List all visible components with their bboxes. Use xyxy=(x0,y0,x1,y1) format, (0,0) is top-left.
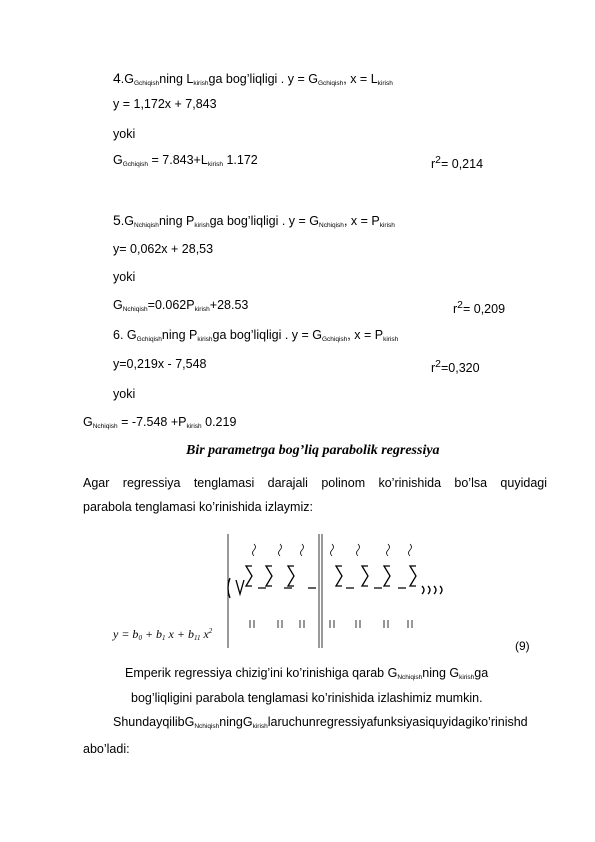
section-5-equation: y= 0,062x + 28,53 xyxy=(113,242,214,256)
paragraph-2-line-2: bog’liqligini parabola tenglamasi ko’rinishida izlashimiz mumkin. xyxy=(131,691,483,705)
paragraph-1-line-2: parabola tenglamasi ko’rinishida izlaymiz: xyxy=(83,500,313,514)
section-6-g-formula: $G_{Nchiqish} = -7.548 +P_{kirish}$ 0.219 xyxy=(83,415,237,430)
section-4-title: $4.G_{Gchiqish}ning$ $L_{kirish}ga$ bog’liqligi . $y = G_{Gchiqish}$, $x = L_{kirish}$ xyxy=(113,70,393,87)
section-4-equation: y = 1,172x + 7,843 xyxy=(113,97,217,111)
section-4-r-squared: $r^2= 0,214$ xyxy=(431,155,484,172)
paragraph-3-line-1: ShundayqilibG$_{Nchiqish}$ningG$_{kirish}$laruchunregressiyafunksiyasiquyidagiko’rinishd xyxy=(113,715,528,730)
section-6-equation: y=0,219x - 7,548 xyxy=(113,357,207,371)
section-5-yoki: yoki xyxy=(113,270,136,284)
section-5-g-formula: $G_{Nchiqish}=0.062P_{kirish}+28.53$ xyxy=(113,298,249,313)
paragraph-1-line-1: Agar regressiya tenglamasi darajali polinom ko’rinishida bo’lsa quyidagi xyxy=(83,476,547,490)
section-4-yoki: yoki xyxy=(113,127,136,141)
section-5-title: $5.G_{Nchiqish}ning$ $P_{kirish}ga$ bog’liqligi . $y = G_{Nchiqish}$, $x = P_{kirish}$ xyxy=(113,212,395,229)
section-6-title: 6. $G_{Gchiqish}ning$ $P_{kirish}ga$ bog’liqligi . $y = G_{Gchiqish}$, $x = P_{kirish}$ xyxy=(113,328,399,343)
section-6-r-squared: $r^2=0,320$ xyxy=(431,359,480,376)
section-6-yoki: yoki xyxy=(113,387,136,401)
paragraph-3-line-2: abo’ladi: xyxy=(83,742,130,756)
section-5-r-squared: $r^2= 0,209$ xyxy=(453,300,506,317)
section-heading: Bir parametrga bog’liq parabolik regressiya xyxy=(186,443,440,458)
equation-number: (9) xyxy=(515,639,530,653)
matrix-formula-graphic xyxy=(222,530,462,650)
paragraph-2-line-1: Emperik regressiya chizig’ini ko’rinishiga qarab $G_{Nchiqish}ning$ $G_{kirish}ga$ xyxy=(125,666,489,681)
section-4-g-formula: $G_{Gchiqish} = 7.843+L_{kirish}$ 1.172 xyxy=(113,153,258,168)
parabola-formula: $y = b_0 + b_1$ $x + b_{11}$ $x^2$ xyxy=(113,627,213,642)
